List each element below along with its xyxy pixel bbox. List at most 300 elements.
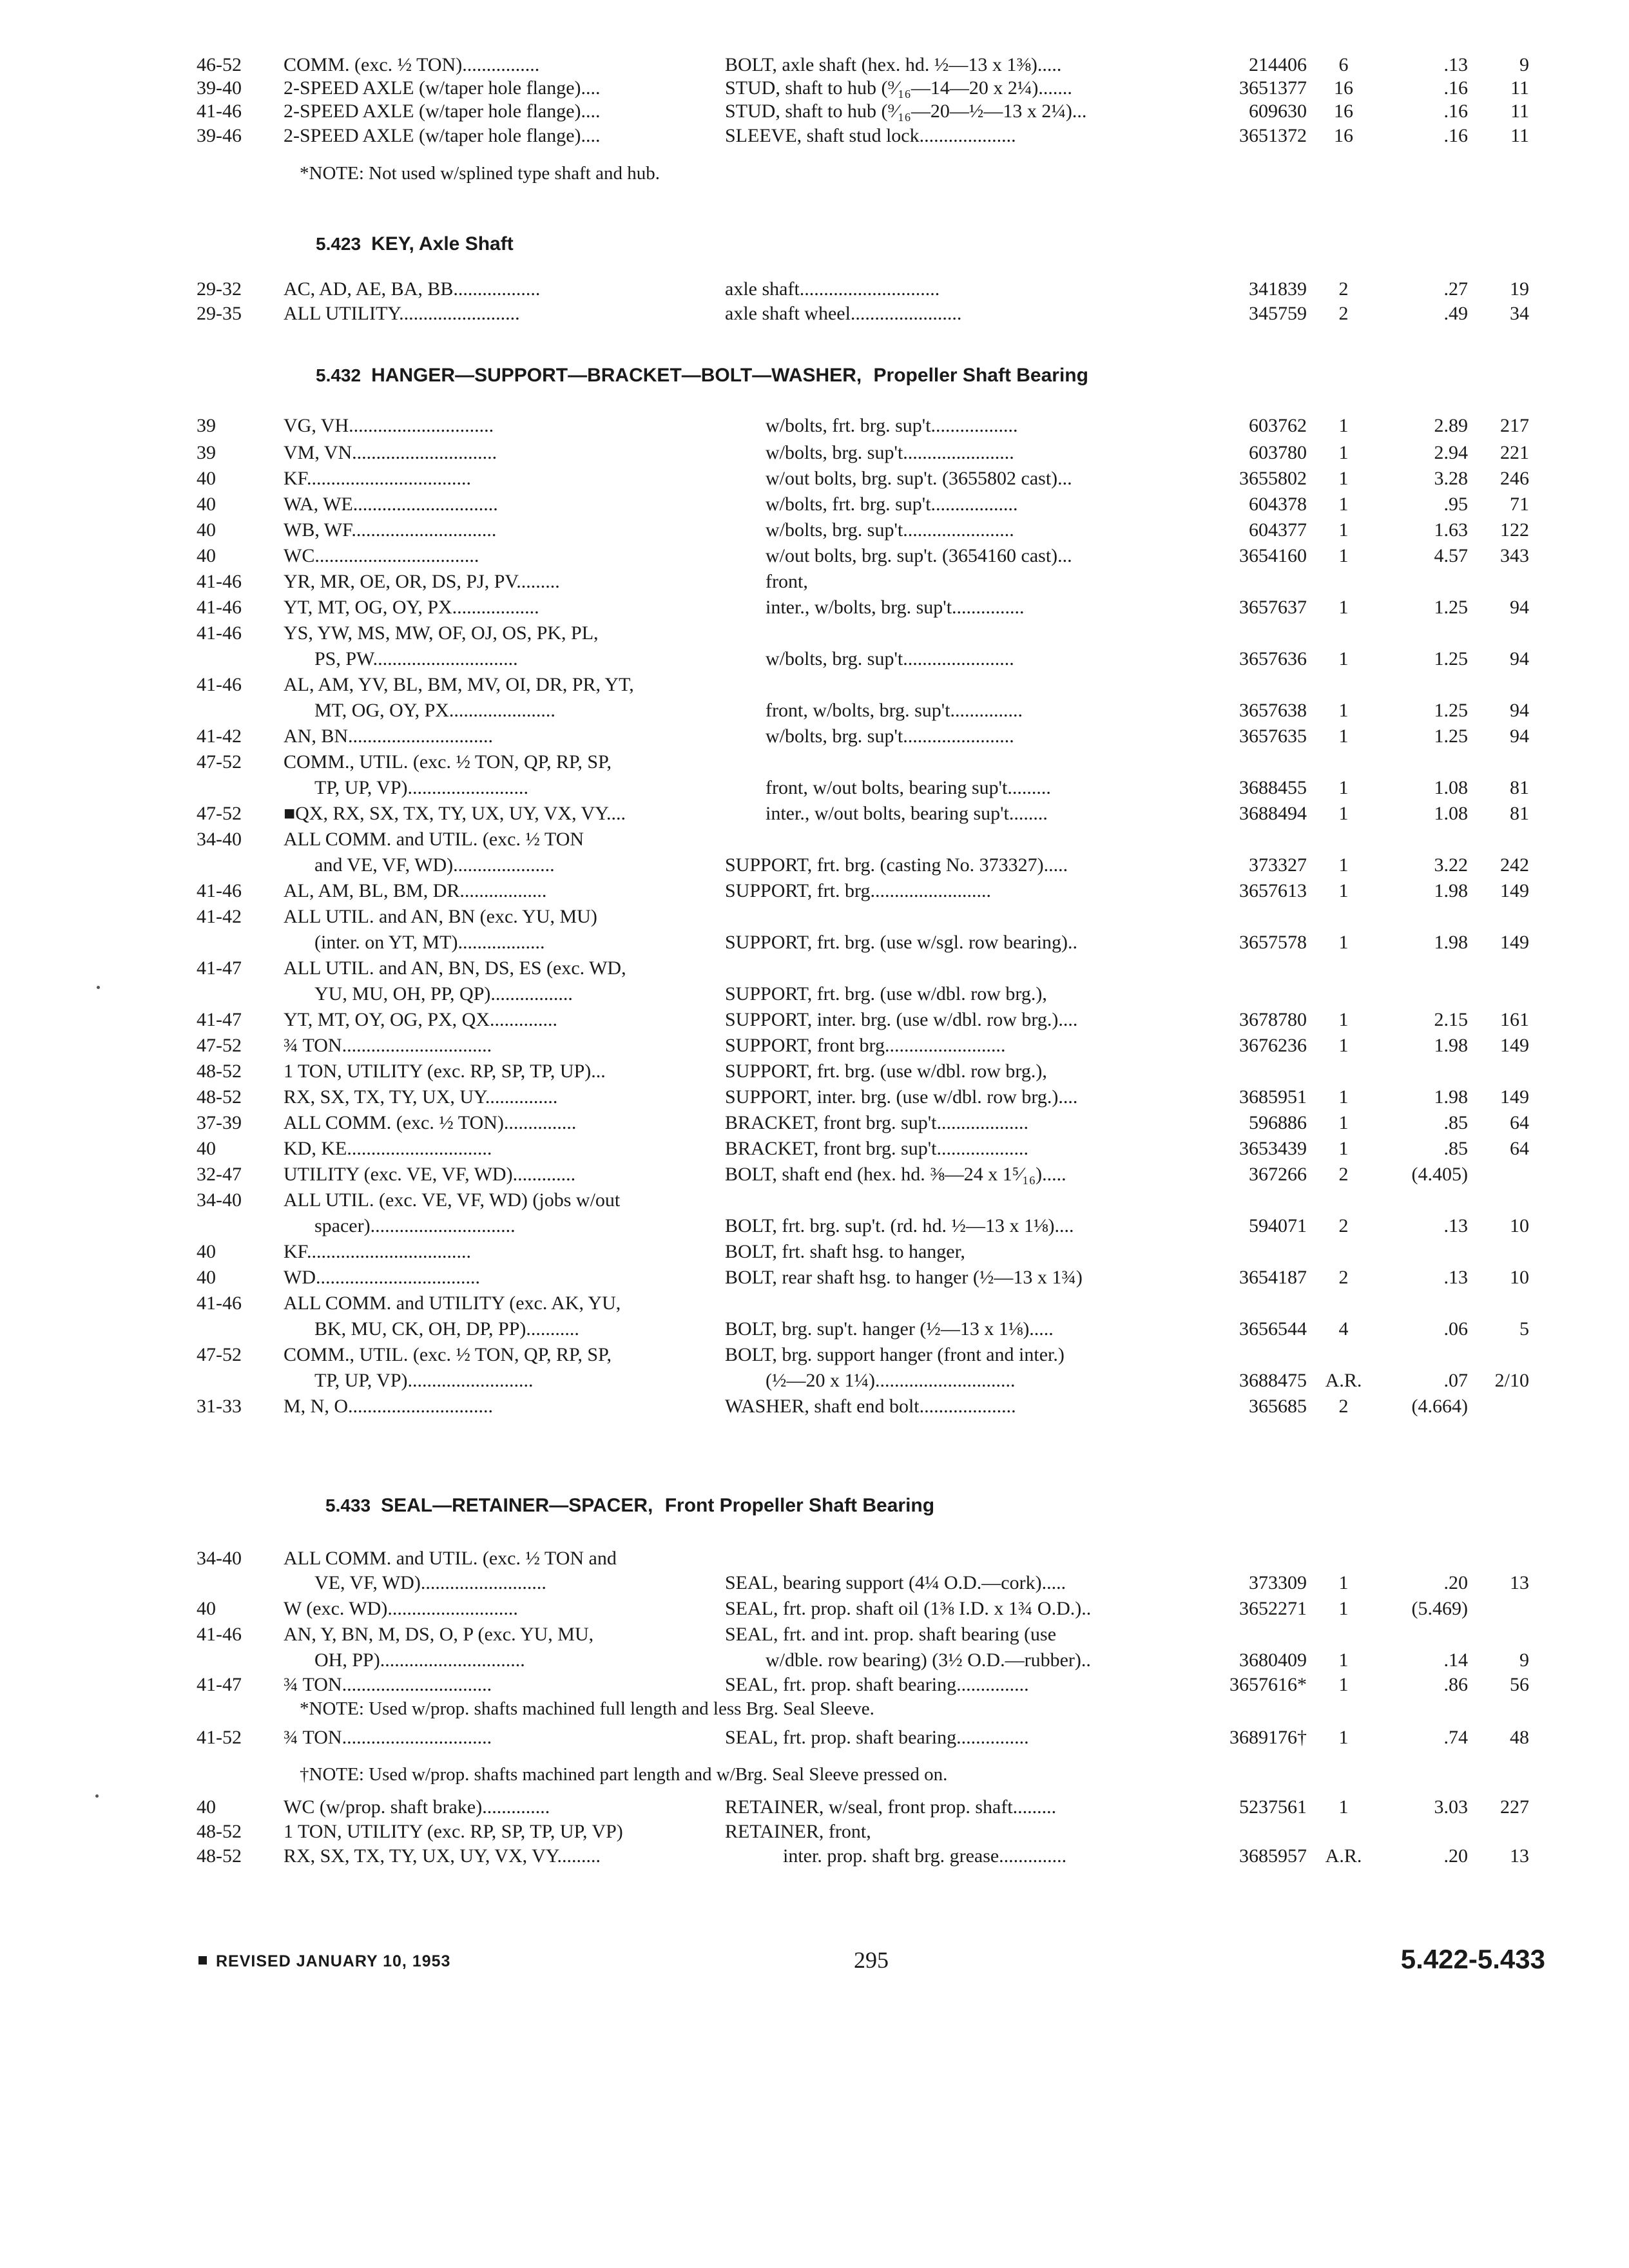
- table-row: [0, 1341, 1629, 1369]
- page-number: 295: [854, 1947, 889, 1973]
- models-cell: KF..................................: [284, 1241, 471, 1262]
- part-number: 365685: [1249, 1396, 1307, 1417]
- models-cell: YR, MR, OE, OR, DS, PJ, PV.........: [284, 571, 560, 592]
- quantity: 1: [1338, 854, 1349, 876]
- description-cell: w/bolts, brg. sup't.......................: [766, 519, 1014, 541]
- list-price: 2.94: [1434, 442, 1468, 463]
- models-cell: TP, UP, VP).........................: [314, 777, 529, 798]
- year-range: 41-46: [197, 622, 242, 644]
- weight: 161: [1500, 1009, 1529, 1030]
- description-cell: BRACKET, front brg. sup't...................: [725, 1138, 1028, 1159]
- section-range: 5.422-5.433: [1400, 1944, 1545, 1974]
- weight: 11: [1510, 77, 1529, 99]
- list-price: 1.25: [1434, 597, 1468, 618]
- table-row: [0, 749, 1629, 776]
- part-number: 3680409: [1239, 1649, 1307, 1671]
- part-number: 3656544: [1239, 1318, 1307, 1340]
- part-number: 3676236: [1239, 1035, 1307, 1056]
- list-price: (4.664): [1411, 1396, 1468, 1417]
- revision-square-icon: [198, 1956, 207, 1965]
- part-number: 609630: [1249, 101, 1307, 122]
- quantity: 1: [1338, 1009, 1349, 1030]
- year-range: 41-46: [197, 674, 242, 695]
- list-price: 1.98: [1434, 1035, 1468, 1056]
- weight: 64: [1510, 1112, 1529, 1133]
- quantity: 2: [1338, 1215, 1349, 1236]
- description-cell: SEAL, frt. prop. shaft bearing...............: [725, 1674, 1029, 1695]
- quantity: 1: [1338, 932, 1349, 953]
- weight: 94: [1510, 648, 1529, 669]
- models-cell: TP, UP, VP)..........................: [314, 1370, 534, 1391]
- models-cell: BK, MU, CK, OH, DP, PP)...........: [314, 1318, 579, 1340]
- list-price: .16: [1443, 101, 1468, 122]
- description-cell: STUD, shaft to hub (⁹⁄₁₆—14—20 x 2¼).......: [725, 77, 1072, 99]
- description-cell: w/bolts, frt. brg. sup't..................: [766, 415, 1018, 436]
- table-row: [0, 412, 1629, 439]
- weight: 64: [1510, 1138, 1529, 1159]
- part-number: 3657635: [1239, 726, 1307, 747]
- models-cell: RX, SX, TX, TY, UX, UY...............: [284, 1086, 558, 1108]
- quantity: 1: [1338, 1598, 1349, 1619]
- section-heading-5-423: [316, 231, 514, 258]
- part-number: 3685951: [1239, 1086, 1307, 1108]
- description-cell: BRACKET, front brg. sup't...................: [725, 1112, 1028, 1133]
- models-cell: WC (w/prop. shaft brake)..............: [284, 1796, 550, 1818]
- section-title: SEAL—RETAINER—SPACER,: [381, 1495, 653, 1516]
- table-row: [0, 300, 1629, 327]
- year-range: 48-52: [197, 1086, 242, 1108]
- description-cell: w/dble. row bearing) (3½ O.D.—rubber)..: [766, 1649, 1091, 1671]
- year-range: 37-39: [197, 1112, 242, 1133]
- models-cell: 2-SPEED AXLE (w/taper hole flange)....: [284, 125, 601, 146]
- table-row: [0, 903, 1629, 930]
- weight: 246: [1500, 468, 1529, 489]
- models-cell: 1 TON, UTILITY (exc. RP, SP, TP, UP)...: [284, 1061, 606, 1082]
- table-row: [0, 1367, 1629, 1394]
- part-number: 3657638: [1239, 700, 1307, 721]
- list-price: 2.15: [1434, 1009, 1468, 1030]
- section-heading-5-432: [316, 362, 1088, 389]
- description-cell: inter., w/out bolts, bearing sup't........: [766, 803, 1048, 824]
- weight: 11: [1510, 125, 1529, 146]
- weight: 149: [1500, 1086, 1529, 1108]
- table-row: [0, 826, 1629, 853]
- year-range: 34-40: [197, 1189, 242, 1211]
- description-cell: w/out bolts, brg. sup't. (3654160 cast)...: [766, 545, 1072, 566]
- description-cell: (½—20 x 1¼).............................: [766, 1370, 1016, 1391]
- year-range: 47-52: [197, 1344, 242, 1365]
- note-splined-shaft: *NOTE: Not used w/splined type shaft and hub.: [300, 163, 660, 184]
- table-row: [0, 1238, 1629, 1265]
- list-price: .20: [1443, 1845, 1468, 1867]
- scan-speck: [95, 1794, 99, 1798]
- year-range: 41-46: [197, 597, 242, 618]
- part-number: 603780: [1249, 442, 1307, 463]
- models-cell: WB, WF..............................: [284, 519, 497, 541]
- table-row: [0, 697, 1629, 724]
- year-range: 47-52: [197, 1035, 242, 1056]
- quantity: 1: [1338, 519, 1349, 541]
- weight: 10: [1510, 1215, 1529, 1236]
- models-cell: WC..................................: [284, 545, 479, 566]
- models-cell: (inter. on YT, MT)..................: [314, 932, 545, 953]
- table-row: [0, 1818, 1629, 1845]
- section-heading-5-433: [325, 1492, 934, 1519]
- models-cell: ¾ TON...............................: [284, 1727, 492, 1748]
- weight: 149: [1500, 1035, 1529, 1056]
- weight: 81: [1510, 803, 1529, 824]
- section-title: HANGER—SUPPORT—BRACKET—BOLT—WASHER,: [371, 365, 862, 386]
- description-cell: BOLT, brg. sup't. hanger (½—13 x 1⅛).....: [725, 1318, 1054, 1340]
- table-row: [0, 646, 1629, 673]
- table-row: [0, 1110, 1629, 1137]
- models-cell: ALL COMM. and UTIL. (exc. ½ TON: [284, 829, 584, 850]
- table-row: [0, 1794, 1629, 1821]
- list-price: .06: [1443, 1318, 1468, 1340]
- description-cell: w/bolts, brg. sup't.......................: [766, 442, 1014, 463]
- year-range: 34-40: [197, 1548, 242, 1569]
- description-cell: WASHER, shaft end bolt....................: [725, 1396, 1016, 1417]
- table-row: [0, 594, 1629, 621]
- models-cell: PS, PW..............................: [314, 648, 518, 669]
- year-range: 32-47: [197, 1164, 242, 1185]
- description-cell: RETAINER, front,: [725, 1821, 871, 1842]
- list-price: .14: [1443, 1649, 1468, 1671]
- table-row: [0, 1135, 1629, 1162]
- weight: 9: [1519, 54, 1529, 75]
- table-row: [0, 1545, 1629, 1572]
- list-price: .74: [1443, 1727, 1468, 1748]
- quantity: 1: [1338, 1796, 1349, 1818]
- quantity: 1: [1338, 1138, 1349, 1159]
- part-number: 214406: [1249, 54, 1307, 75]
- list-price: 1.25: [1434, 726, 1468, 747]
- description-cell: SUPPORT, inter. brg. (use w/dbl. row brg.)....: [725, 1009, 1078, 1030]
- quantity: 4: [1338, 1318, 1349, 1340]
- description-cell: inter., w/bolts, brg. sup't...............: [766, 597, 1025, 618]
- year-range: 39-46: [197, 125, 242, 146]
- description-cell: BOLT, frt. brg. sup't. (rd. hd. ½—13 x 1⅛)....: [725, 1215, 1074, 1236]
- table-row: [0, 1621, 1629, 1648]
- models-cell: ALL COMM. (exc. ½ TON)...............: [284, 1112, 577, 1133]
- table-row: [0, 439, 1629, 466]
- models-cell: W (exc. WD)...........................: [284, 1598, 518, 1619]
- description-cell: w/out bolts, brg. sup't. (3655802 cast)...: [766, 468, 1072, 489]
- description-cell: SEAL, frt. prop. shaft bearing...............: [725, 1727, 1029, 1748]
- description-cell: front, w/out bolts, bearing sup't.........: [766, 777, 1051, 798]
- year-range: 34-40: [197, 829, 242, 850]
- year-range: 40: [197, 545, 216, 566]
- weight: 56: [1510, 1674, 1529, 1695]
- description-cell: front, w/bolts, brg. sup't...............: [766, 700, 1023, 721]
- table-row: [0, 1187, 1629, 1214]
- part-number: 3654160: [1239, 545, 1307, 566]
- quantity: 1: [1338, 880, 1349, 901]
- weight: 94: [1510, 700, 1529, 721]
- table-row: [0, 122, 1629, 149]
- quantity: 1: [1338, 648, 1349, 669]
- quantity: 1: [1338, 468, 1349, 489]
- table-row: [0, 465, 1629, 492]
- table-row: [0, 1671, 1629, 1698]
- list-price: 1.25: [1434, 700, 1468, 721]
- models-cell: AL, AM, YV, BL, BM, MV, OI, DR, PR, YT,: [284, 674, 634, 695]
- quantity: 16: [1334, 101, 1353, 122]
- list-price: 3.03: [1434, 1796, 1468, 1818]
- year-range: 40: [197, 1598, 216, 1619]
- description-cell: BOLT, frt. shaft hsg. to hanger,: [725, 1241, 965, 1262]
- section-number: 5.423: [316, 234, 361, 254]
- weight: 34: [1510, 303, 1529, 324]
- models-cell: VM, VN..............................: [284, 442, 497, 463]
- part-number: 596886: [1249, 1112, 1307, 1133]
- list-price: 3.22: [1434, 854, 1468, 876]
- weight: 122: [1500, 519, 1529, 541]
- table-row: [0, 671, 1629, 698]
- year-range: 40: [197, 1241, 216, 1262]
- part-number: 3655802: [1239, 468, 1307, 489]
- list-price: .85: [1443, 1112, 1468, 1133]
- list-price: 1.63: [1434, 519, 1468, 541]
- table-row: [0, 1647, 1629, 1674]
- year-range: 40: [197, 1138, 216, 1159]
- models-cell: M, N, O..............................: [284, 1396, 494, 1417]
- part-number: 345759: [1249, 303, 1307, 324]
- quantity: 1: [1338, 545, 1349, 566]
- table-row: [0, 1316, 1629, 1343]
- year-range: 41-42: [197, 726, 242, 747]
- quantity: A.R.: [1325, 1370, 1362, 1391]
- table-row: [0, 98, 1629, 125]
- part-number: 3688455: [1239, 777, 1307, 798]
- models-cell: YU, MU, OH, PP, QP).................: [314, 983, 573, 1004]
- list-price: 1.08: [1434, 777, 1468, 798]
- list-price: .16: [1443, 77, 1468, 99]
- models-cell: AN, Y, BN, M, DS, O, P (exc. YU, MU,: [284, 1624, 594, 1645]
- weight: 221: [1500, 442, 1529, 463]
- scan-speck: [97, 986, 100, 989]
- section-subtitle: Propeller Shaft Bearing: [873, 365, 1088, 386]
- part-number: 341839: [1249, 278, 1307, 300]
- table-row: [0, 955, 1629, 982]
- models-cell: COMM., UTIL. (exc. ½ TON, QP, RP, SP,: [284, 1344, 612, 1365]
- year-range: 40: [197, 519, 216, 541]
- description-cell: BOLT, brg. support hanger (front and inter.): [725, 1344, 1065, 1365]
- revised-text: REVISED JANUARY 10, 1953: [216, 1952, 451, 1970]
- table-row: [0, 1570, 1629, 1597]
- year-range: 41-52: [197, 1727, 242, 1748]
- part-number: 367266: [1249, 1164, 1307, 1185]
- part-number: 3651372: [1239, 125, 1307, 146]
- models-cell: ¾ TON...............................: [284, 1674, 492, 1695]
- description-cell: axle shaft.............................: [725, 278, 940, 300]
- list-price: .20: [1443, 1572, 1468, 1593]
- quantity: 1: [1338, 777, 1349, 798]
- year-range: 41-46: [197, 1293, 242, 1314]
- table-row: [0, 852, 1629, 879]
- list-price: .16: [1443, 125, 1468, 146]
- models-cell: YS, YW, MS, MW, OF, OJ, OS, PK, PL,: [284, 622, 599, 644]
- models-cell: ALL UTILITY.........................: [284, 303, 520, 324]
- quantity: A.R.: [1325, 1845, 1362, 1867]
- part-number: 3678780: [1239, 1009, 1307, 1030]
- description-cell: SUPPORT, front brg.........................: [725, 1035, 1006, 1056]
- list-price: 3.28: [1434, 468, 1468, 489]
- quantity: 2: [1338, 1396, 1349, 1417]
- quantity: 1: [1338, 803, 1349, 824]
- description-cell: STUD, shaft to hub (⁹⁄₁₆—20—½—13 x 2¼)...: [725, 101, 1087, 122]
- year-range: 41-47: [197, 1674, 242, 1695]
- quantity: 1: [1338, 415, 1349, 436]
- quantity: 1: [1338, 1035, 1349, 1056]
- list-price: .13: [1443, 1267, 1468, 1288]
- models-cell: VE, VF, WD)..........................: [314, 1572, 546, 1593]
- weight: 11: [1510, 101, 1529, 122]
- models-cell: AL, AM, BL, BM, DR..................: [284, 880, 547, 901]
- table-row: [0, 774, 1629, 802]
- quantity: 2: [1338, 1164, 1349, 1185]
- models-cell: OH, PP)..............................: [314, 1649, 525, 1671]
- list-price: .07: [1443, 1370, 1468, 1391]
- weight: 217: [1500, 415, 1529, 436]
- table-row: [0, 491, 1629, 518]
- models-cell: KF..................................: [284, 468, 471, 489]
- part-number: 594071: [1249, 1215, 1307, 1236]
- year-range: 29-32: [197, 278, 242, 300]
- weight: 10: [1510, 1267, 1529, 1288]
- list-price: 1.25: [1434, 648, 1468, 669]
- description-cell: SUPPORT, frt. brg. (use w/dbl. row brg.),: [725, 983, 1047, 1004]
- section-title: KEY, Axle Shaft: [371, 233, 514, 255]
- models-cell: ALL UTIL. (exc. VE, VF, WD) (jobs w/out: [284, 1189, 621, 1211]
- weight: 242: [1500, 854, 1529, 876]
- table-row: [0, 1843, 1629, 1870]
- quantity: 16: [1334, 125, 1353, 146]
- weight: 94: [1510, 726, 1529, 747]
- models-cell: MT, OG, OY, PX......................: [314, 700, 555, 721]
- quantity: 2: [1338, 278, 1349, 300]
- models-cell: AN, BN..............................: [284, 726, 494, 747]
- description-cell: SUPPORT, frt. brg. (use w/sgl. row bearing)..: [725, 932, 1078, 953]
- description-cell: SUPPORT, frt. brg.........................: [725, 880, 991, 901]
- models-cell: RX, SX, TX, TY, UX, UY, VX, VY.........: [284, 1845, 601, 1867]
- year-range: 41-47: [197, 957, 242, 979]
- note-part-length: †NOTE: Used w/prop. shafts machined part length and w/Brg. Seal Sleeve pressed on.: [300, 1764, 948, 1785]
- description-cell: SUPPORT, frt. brg. (use w/dbl. row brg.),: [725, 1061, 1047, 1082]
- year-range: 41-46: [197, 880, 242, 901]
- table-row: [0, 1006, 1629, 1033]
- table-row: [0, 620, 1629, 647]
- weight: 343: [1500, 545, 1529, 566]
- models-cell: ALL COMM. and UTIL. (exc. ½ TON and: [284, 1548, 617, 1569]
- description-cell: SLEEVE, shaft stud lock....................: [725, 125, 1016, 146]
- table-row: [0, 929, 1629, 956]
- weight: 149: [1500, 932, 1529, 953]
- quantity: 1: [1338, 1572, 1349, 1593]
- quantity: 1: [1338, 1112, 1349, 1133]
- models-cell: YT, MT, OY, OG, PX, QX..............: [284, 1009, 558, 1030]
- quantity: 1: [1338, 442, 1349, 463]
- models-cell: COMM. (exc. ½ TON)................: [284, 54, 540, 75]
- description-cell: axle shaft wheel.......................: [725, 303, 962, 324]
- list-price: 1.98: [1434, 932, 1468, 953]
- models-cell: YT, MT, OG, OY, PX..................: [284, 597, 539, 618]
- note-full-length: *NOTE: Used w/prop. shafts machined full length and less Brg. Seal Sleeve.: [300, 1698, 874, 1719]
- table-row: [0, 1058, 1629, 1085]
- list-price: 1.98: [1434, 1086, 1468, 1108]
- list-price: 1.98: [1434, 880, 1468, 901]
- quantity: 1: [1338, 494, 1349, 515]
- quantity: 2: [1338, 1267, 1349, 1288]
- table-row: [0, 568, 1629, 595]
- weight: 71: [1510, 494, 1529, 515]
- year-range: 40: [197, 494, 216, 515]
- table-row: [0, 1032, 1629, 1059]
- section-subtitle: Front Propeller Shaft Bearing: [664, 1495, 935, 1516]
- revised-date: [198, 1948, 450, 1974]
- part-number: 3657578: [1239, 932, 1307, 953]
- part-number: 3689176†: [1229, 1727, 1307, 1748]
- part-number: 604378: [1249, 494, 1307, 515]
- list-price: (5.469): [1411, 1598, 1468, 1619]
- quantity: 1: [1338, 1649, 1349, 1671]
- year-range: 41-47: [197, 1009, 242, 1030]
- part-number: 3652271: [1239, 1598, 1307, 1619]
- part-number: 373309: [1249, 1572, 1307, 1593]
- models-cell: and VE, VF, WD).....................: [314, 854, 555, 876]
- quantity: 1: [1338, 1086, 1349, 1108]
- list-price: (4.405): [1411, 1164, 1468, 1185]
- part-number: 3651377: [1239, 77, 1307, 99]
- part-number: 3657616*: [1229, 1674, 1307, 1695]
- quantity: 1: [1338, 700, 1349, 721]
- list-price: .27: [1443, 278, 1468, 300]
- year-range: 41-46: [197, 101, 242, 122]
- weight: 81: [1510, 777, 1529, 798]
- part-number: 3654187: [1239, 1267, 1307, 1288]
- table-row: [0, 878, 1629, 905]
- table-row: [0, 1393, 1629, 1420]
- year-range: 39: [197, 442, 216, 463]
- list-price: .13: [1443, 54, 1468, 75]
- year-range: 40: [197, 1267, 216, 1288]
- table-row: [0, 276, 1629, 303]
- year-range: 48-52: [197, 1845, 242, 1867]
- models-cell: KD, KE..............................: [284, 1138, 492, 1159]
- models-cell: 2-SPEED AXLE (w/taper hole flange)....: [284, 101, 601, 122]
- description-cell: front,: [766, 571, 808, 592]
- year-range: 47-52: [197, 751, 242, 773]
- models-cell: ■QX, RX, SX, TX, TY, UX, UY, VX, VY....: [284, 803, 626, 824]
- models-cell: VG, VH..............................: [284, 415, 494, 436]
- year-range: 39-40: [197, 77, 242, 99]
- weight: 149: [1500, 880, 1529, 901]
- year-range: 48-52: [197, 1821, 242, 1842]
- description-cell: w/bolts, frt. brg. sup't..................: [766, 494, 1018, 515]
- models-cell: 2-SPEED AXLE (w/taper hole flange)....: [284, 77, 601, 99]
- description-cell: BOLT, rear shaft hsg. to hanger (½—13 x 1¾): [725, 1267, 1083, 1288]
- models-cell: AC, AD, AE, BA, BB..................: [284, 278, 541, 300]
- quantity: 6: [1338, 54, 1349, 75]
- quantity: 1: [1338, 726, 1349, 747]
- table-row: [0, 543, 1629, 570]
- year-range: 47-52: [197, 803, 242, 824]
- weight: 13: [1510, 1845, 1529, 1867]
- list-price: 2.89: [1434, 415, 1468, 436]
- models-cell: WA, WE..............................: [284, 494, 498, 515]
- description-cell: w/bolts, brg. sup't.......................: [766, 726, 1014, 747]
- table-row: [0, 517, 1629, 544]
